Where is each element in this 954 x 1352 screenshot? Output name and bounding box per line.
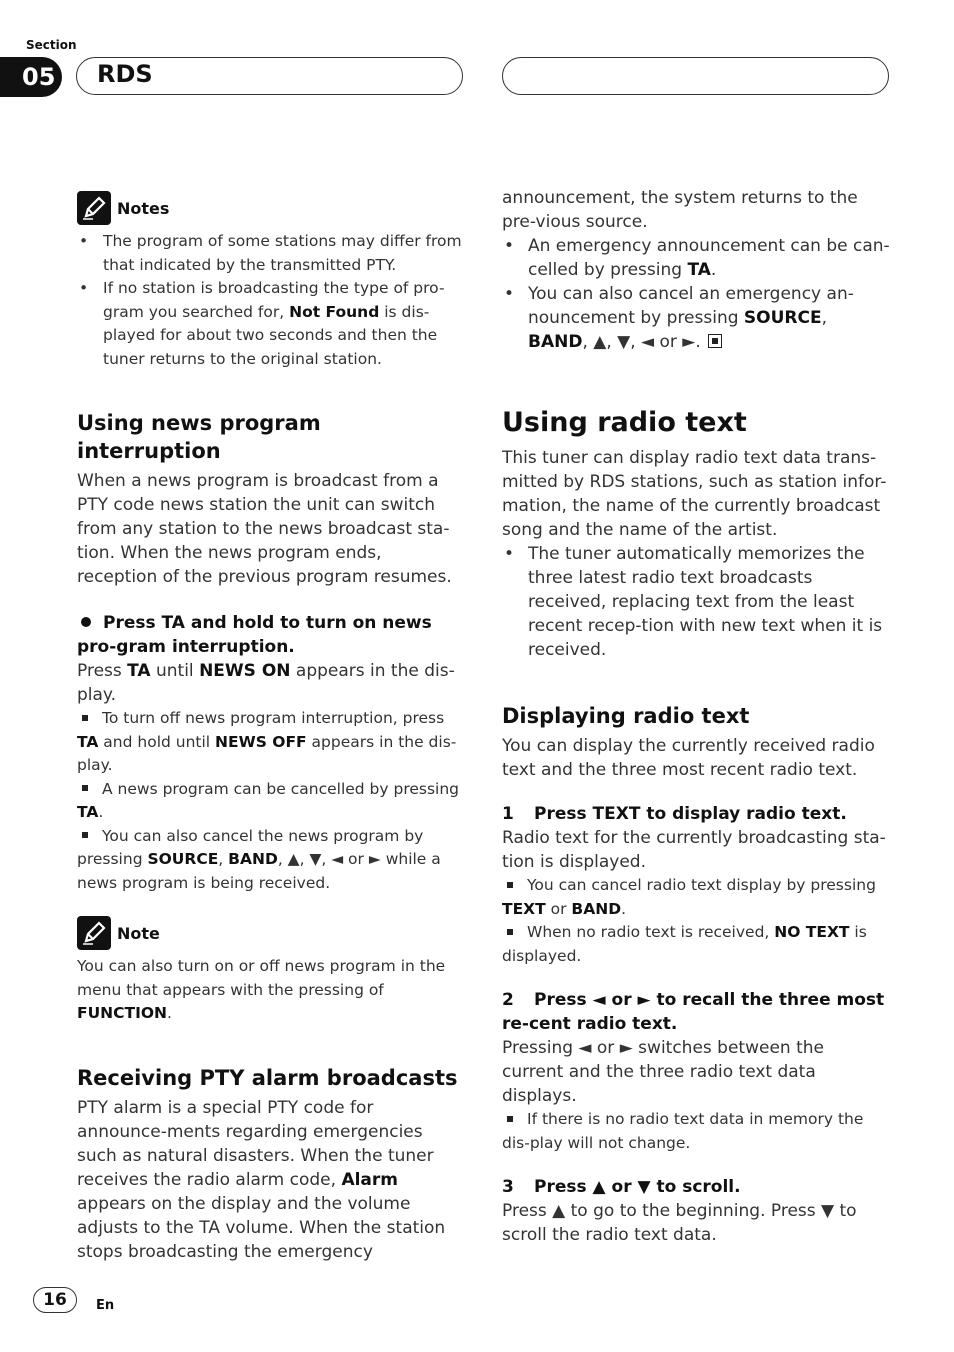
- chapter-title: RDS: [97, 60, 153, 88]
- square-bullet-icon: [507, 882, 513, 888]
- radio-text-paragraph: This tuner can display radio text data trans-mitted by RDS stations, such as station infor-mation, the name of the currently broadcast song and the name of the artist.: [502, 448, 887, 540]
- page-number: 16: [33, 1287, 77, 1313]
- step-2: 2 Press ◄ or ► to recall the three most re-cent radio text.: [502, 990, 885, 1034]
- step-1-sub-1: You can cancel radio text display by pressing TEXT or BAND.: [502, 876, 876, 918]
- emergency-bullet-1: • An emergency announcement can be can-celled by pressing TA.: [504, 236, 890, 280]
- news-sub-3: You can also cancel the news program by pressing SOURCE, BAND, ▲, ▼, ◄ or ► while a news program is being received.: [77, 826, 441, 892]
- language-label: En: [96, 1298, 115, 1313]
- notes-title: Notes: [117, 198, 170, 218]
- pty-heading: Receiving PTY alarm broadcasts: [77, 1065, 458, 1090]
- radio-text-bullet: • The tuner automatically memorizes the three latest radio text broadcasts received, replacing text from the least recent recep-tion with new text when it is received.: [504, 544, 883, 660]
- news-heading: Using news program interruption: [77, 411, 321, 463]
- step-3: 3 Press ▲ or ▼ to scroll.: [502, 1177, 741, 1197]
- left-column: [77, 190, 465, 1264]
- step-1-detail: Radio text for the currently broadcasting sta-tion is displayed.: [502, 828, 886, 872]
- section-label: Section: [26, 38, 77, 52]
- header-right-box: [502, 57, 889, 95]
- square-bullet-icon: [507, 929, 513, 935]
- chapter-title-box: [76, 57, 463, 95]
- step-1-sub-2: When no radio text is received, NO TEXT is displayed.: [502, 923, 867, 965]
- radio-text-heading: Using radio text: [502, 407, 747, 438]
- note2-title: Note: [117, 923, 160, 943]
- news-sub-1: To turn off news program interruption, press TA and hold until NEWS OFF appears in the dis-play.: [77, 709, 457, 774]
- step-2-sub-1: If there is no radio text data in memory the dis-play will not change.: [502, 1110, 864, 1152]
- section-number-badge: 05: [0, 57, 62, 97]
- step-1: 1 Press TEXT to display radio text.: [502, 804, 847, 824]
- emergency-continued: announcement, the system returns to the pre-vious source.: [502, 188, 858, 232]
- note2-header: [77, 915, 465, 951]
- display-paragraph: You can display the currently received radio text and the three most recent radio text.: [502, 736, 875, 780]
- note-bullet-1: • The program of some stations may differ from that indicated by the transmitted PTY.: [79, 232, 462, 274]
- emergency-bullet-2: • You can also cancel an emergency an-nouncement by pressing SOURCE, BAND, ▲, ▼, ◄ or ►.: [504, 284, 854, 352]
- square-bullet-icon: [82, 832, 88, 838]
- notes-header: [77, 190, 465, 226]
- display-heading: Displaying radio text: [502, 704, 750, 728]
- step-3-detail: Press ▲ to go to the beginning. Press ▼ to scroll the radio text data.: [502, 1201, 857, 1245]
- square-bullet-icon: [82, 715, 88, 721]
- pty-paragraph: PTY alarm is a special PTY code for announce-ments regarding emergencies such as natural disasters. When the tuner receives the radio alarm code, Alarm appears on the display and the volume adjusts to the TA volume. When the station stops broadcasting the emergency: [77, 1097, 446, 1262]
- news-step-detail: Press TA until NEWS ON appears in the dis-play.: [77, 661, 455, 705]
- bullet-dot-icon: [81, 617, 91, 627]
- note2-text: You can also turn on or off news program in the menu that appears with the pressing of FUNCTION.: [77, 957, 446, 1022]
- news-paragraph: When a news program is broadcast from a PTY code news station the unit can switch from any station to the news broadcast sta-tion. When the news program ends, reception of the previous program resumes.: [77, 471, 452, 587]
- news-sub-2: A news program can be cancelled by pressing TA.: [77, 779, 460, 821]
- end-mark-icon: [708, 334, 722, 348]
- note-bullet-2: • If no station is broadcasting the type of pro-gram you searched for, Not Found is dis-played for about two seconds and then the tuner returns to the original station.: [79, 279, 445, 368]
- step-2-detail: Pressing ◄ or ► switches between the current and the three radio text data displays.: [502, 1038, 824, 1106]
- pencil-note-icon: [77, 916, 111, 950]
- news-step: Press TA and hold to turn on news pro-gram interruption.: [77, 613, 432, 657]
- right-column: [502, 186, 890, 1247]
- pencil-note-icon: [77, 191, 111, 225]
- square-bullet-icon: [507, 1116, 513, 1122]
- square-bullet-icon: [82, 785, 88, 791]
